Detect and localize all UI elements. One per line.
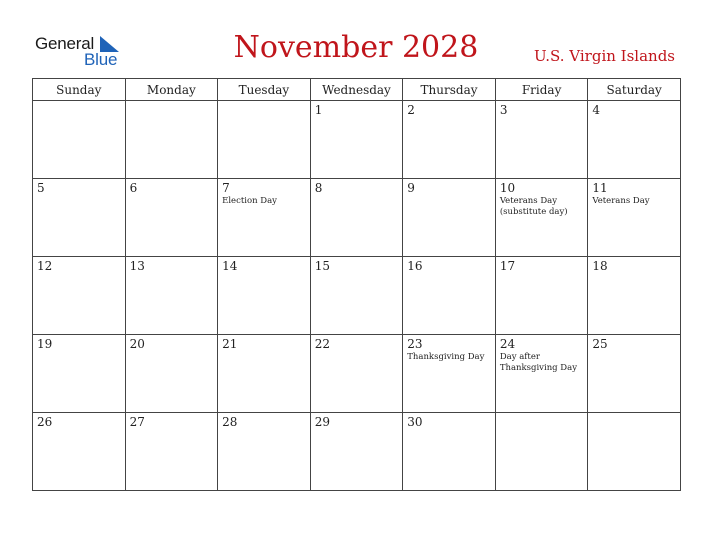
calendar-day-cell [33, 257, 126, 335]
calendar-day-cell [125, 335, 218, 413]
calendar-day-cell [33, 413, 126, 491]
calendar-day-cell [310, 257, 403, 335]
calendar-day-cell [310, 335, 403, 413]
calendar-day-cell [403, 101, 496, 179]
day-number: 15 [314, 259, 330, 273]
calendar-day-cell [218, 257, 311, 335]
calendar-day-cell [125, 257, 218, 335]
calendar-day-cell [125, 413, 218, 491]
calendar-day-cell [495, 413, 588, 491]
calendar-week-row [33, 257, 681, 335]
calendar-day-cell [125, 101, 218, 179]
logo-text-general: General [35, 34, 95, 53]
weekday-header: Thursday [403, 79, 496, 101]
page-title: November 2028 [233, 30, 479, 65]
calendar-day-cell [495, 179, 588, 257]
day-number: 20 [129, 337, 145, 351]
calendar-week-row [33, 101, 681, 179]
calendar-day-cell [218, 413, 311, 491]
calendar-day-cell [588, 179, 681, 257]
day-number: 13 [129, 259, 145, 273]
day-number: 21 [222, 337, 238, 351]
day-number: 11 [592, 181, 608, 195]
day-number: 12 [37, 259, 53, 273]
calendar-day-cell [403, 179, 496, 257]
day-number: 26 [37, 415, 53, 429]
day-number: 27 [129, 415, 145, 429]
calendar-day-cell [495, 101, 588, 179]
day-number: 9 [407, 181, 415, 195]
day-number: 14 [222, 259, 238, 273]
day-number: 5 [37, 181, 45, 195]
calendar-day-cell [495, 257, 588, 335]
logo-text-blue: Blue [84, 50, 118, 69]
day-number: 2 [407, 103, 415, 117]
calendar-body [33, 101, 681, 491]
calendar-day-cell [588, 413, 681, 491]
calendar-week-row [33, 413, 681, 491]
holiday-label: Thanksgiving Day [407, 352, 485, 362]
day-number: 7 [222, 181, 230, 195]
day-number: 30 [407, 415, 423, 429]
day-number: 4 [592, 103, 601, 117]
holiday-label: Day after Thanksgiving Day [499, 352, 577, 373]
day-number: 3 [499, 103, 508, 117]
calendar-day-cell [403, 335, 496, 413]
holiday-label: Veterans Day [592, 196, 650, 206]
day-number: 6 [129, 181, 138, 195]
day-number: 29 [314, 415, 330, 429]
calendar-day-cell [310, 413, 403, 491]
holiday-label: Election Day [222, 196, 277, 206]
calendar-day-cell [33, 335, 126, 413]
region-label: U.S. Virgin Islands [534, 47, 675, 65]
calendar-day-cell [403, 413, 496, 491]
calendar-day-cell [218, 179, 311, 257]
day-number: 1 [314, 103, 323, 117]
weekday-header: Sunday [33, 79, 126, 101]
day-number: 24 [499, 337, 516, 351]
calendar-day-cell [588, 101, 681, 179]
calendar-day-cell [495, 335, 588, 413]
calendar-grid [32, 78, 681, 491]
day-number: 16 [407, 259, 423, 273]
calendar-day-cell [403, 257, 496, 335]
calendar-day-cell [125, 179, 218, 257]
day-number: 17 [499, 259, 516, 273]
weekday-header-row [33, 79, 681, 101]
calendar-day-cell [310, 179, 403, 257]
day-number: 8 [314, 181, 323, 195]
weekday-header: Tuesday [218, 79, 311, 101]
day-number: 25 [592, 337, 608, 351]
calendar-day-cell [218, 335, 311, 413]
day-number: 22 [314, 337, 330, 351]
calendar-day-cell [310, 101, 403, 179]
calendar-day-cell [218, 101, 311, 179]
holiday-label: Veterans Day (substitute day) [499, 196, 568, 217]
calendar-day-cell [588, 257, 681, 335]
weekday-header: Saturday [588, 79, 681, 101]
weekday-header: Monday [125, 79, 218, 101]
weekday-header: Friday [495, 79, 588, 101]
day-number: 23 [407, 337, 423, 351]
calendar-day-cell [588, 335, 681, 413]
day-number: 18 [592, 259, 608, 273]
calendar-day-cell [33, 101, 126, 179]
calendar-week-row [33, 179, 681, 257]
weekday-header: Wednesday [310, 79, 403, 101]
calendar-day-cell [33, 179, 126, 257]
day-number: 10 [499, 181, 516, 195]
day-number: 19 [37, 337, 53, 351]
day-number: 28 [222, 415, 238, 429]
calendar-week-row [33, 335, 681, 413]
